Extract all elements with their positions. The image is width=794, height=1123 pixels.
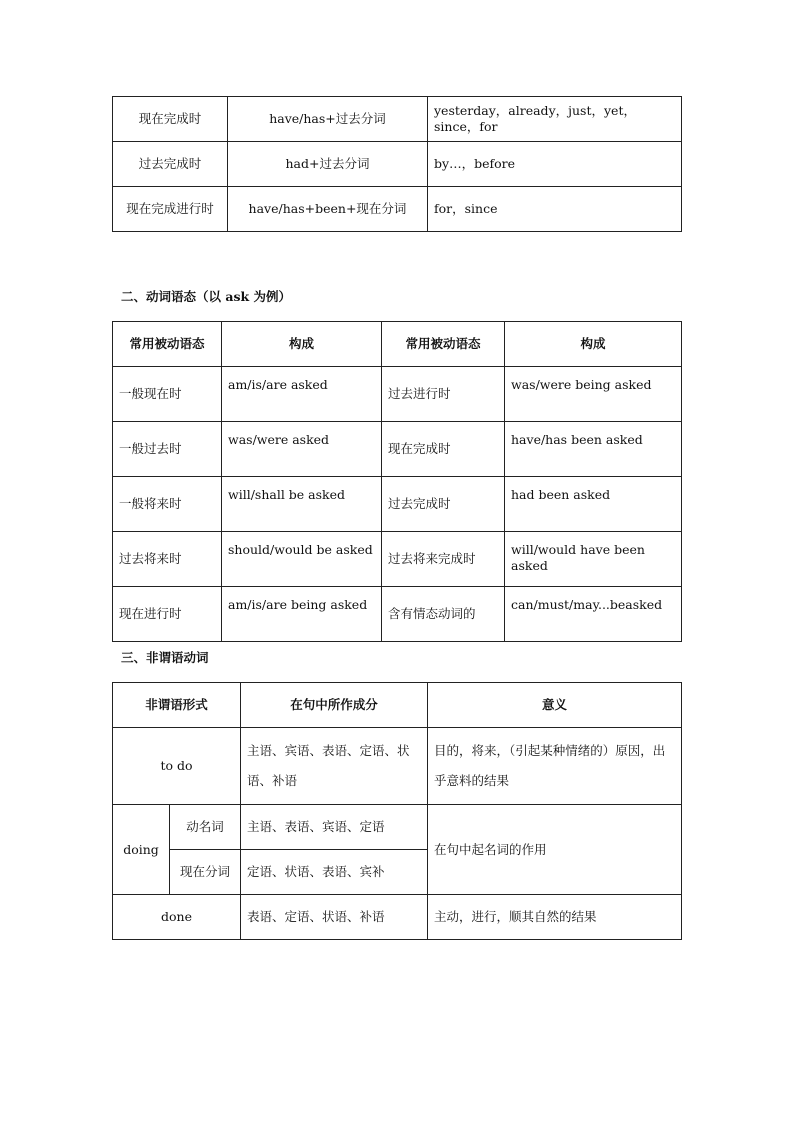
column-header: 常用被动语态 bbox=[382, 322, 505, 367]
markers-cell: yesterday，already，just，yet，since，for bbox=[428, 97, 682, 142]
table-header-row bbox=[113, 683, 682, 728]
form-cell: am/is/are being asked bbox=[222, 587, 382, 642]
tense-cell: 过去将来时 bbox=[113, 532, 222, 587]
form-cell-done: done bbox=[113, 895, 241, 940]
markers-cell: for，since bbox=[428, 187, 682, 232]
tense-cell: 过去将来完成时 bbox=[382, 532, 505, 587]
table-row bbox=[113, 477, 682, 532]
tense-cell: 现在完成进行时 bbox=[113, 187, 228, 232]
tense-cell: 现在完成时 bbox=[113, 97, 228, 142]
form-cell: was/were being asked bbox=[505, 367, 682, 422]
form-cell: will/shall be asked bbox=[222, 477, 382, 532]
tense-cell: 过去完成时 bbox=[382, 477, 505, 532]
tense-cell: 现在进行时 bbox=[113, 587, 222, 642]
tense-cell: 一般过去时 bbox=[113, 422, 222, 477]
table-row bbox=[113, 805, 682, 850]
form-cell-doing: doing bbox=[113, 805, 170, 895]
table-row bbox=[113, 97, 682, 142]
meaning-cell: 目的，将来，（引起某种情绪的）原因，出乎意料的结果 bbox=[428, 728, 682, 805]
column-header: 非谓语形式 bbox=[113, 683, 241, 728]
tense-cell: 过去完成时 bbox=[113, 142, 228, 187]
functions-cell: 定语、状语、表语、宾补 bbox=[241, 850, 428, 895]
section-heading-voice: 二、动词语态（以 ask 为例） bbox=[121, 289, 292, 304]
functions-cell: 主语、表语、宾语、定语 bbox=[241, 805, 428, 850]
subform-cell-gerund: 动名词 bbox=[170, 805, 241, 850]
form-cell: will/would have been asked bbox=[505, 532, 682, 587]
table-row bbox=[113, 422, 682, 477]
column-header: 构成 bbox=[222, 322, 382, 367]
form-cell: have/has been asked bbox=[505, 422, 682, 477]
table-header-row bbox=[113, 322, 682, 367]
column-header: 意义 bbox=[428, 683, 682, 728]
form-cell: was/were asked bbox=[222, 422, 382, 477]
column-header: 构成 bbox=[505, 322, 682, 367]
table-row bbox=[113, 895, 682, 940]
table-row bbox=[113, 587, 682, 642]
form-cell: have/has+been+现在分词 bbox=[228, 187, 428, 232]
subform-cell-participle: 现在分词 bbox=[170, 850, 241, 895]
tense-cell: 一般将来时 bbox=[113, 477, 222, 532]
voice-table bbox=[112, 321, 682, 642]
table-row bbox=[113, 142, 682, 187]
form-cell: have/has+过去分词 bbox=[228, 97, 428, 142]
form-cell: am/is/are asked bbox=[222, 367, 382, 422]
meaning-cell: 主动，进行，顺其自然的结果 bbox=[428, 895, 682, 940]
tense-cell: 过去进行时 bbox=[382, 367, 505, 422]
table-row bbox=[113, 187, 682, 232]
form-cell: had+过去分词 bbox=[228, 142, 428, 187]
nonfinite-table bbox=[112, 682, 682, 940]
section-heading-nonfinite: 三、非谓语动词 bbox=[121, 650, 209, 665]
functions-cell: 表语、定语、状语、补语 bbox=[241, 895, 428, 940]
form-cell: had been asked bbox=[505, 477, 682, 532]
table-row bbox=[113, 367, 682, 422]
column-header: 常用被动语态 bbox=[113, 322, 222, 367]
tense-cell: 一般现在时 bbox=[113, 367, 222, 422]
table-row bbox=[113, 728, 682, 805]
markers-cell: by…，before bbox=[428, 142, 682, 187]
tense-cell: 含有情态动词的 bbox=[382, 587, 505, 642]
column-header: 在句中所作成分 bbox=[241, 683, 428, 728]
form-cell: should/would be asked bbox=[222, 532, 382, 587]
functions-cell: 主语、宾语、表语、定语、状语、补语 bbox=[241, 728, 428, 805]
tense-cell: 现在完成时 bbox=[382, 422, 505, 477]
form-cell-todo: to do bbox=[113, 728, 241, 805]
form-cell: can/must/may...beasked bbox=[505, 587, 682, 642]
meaning-cell: 在句中起名词的作用 bbox=[428, 805, 682, 895]
table-row bbox=[113, 532, 682, 587]
tense-table bbox=[112, 96, 682, 232]
